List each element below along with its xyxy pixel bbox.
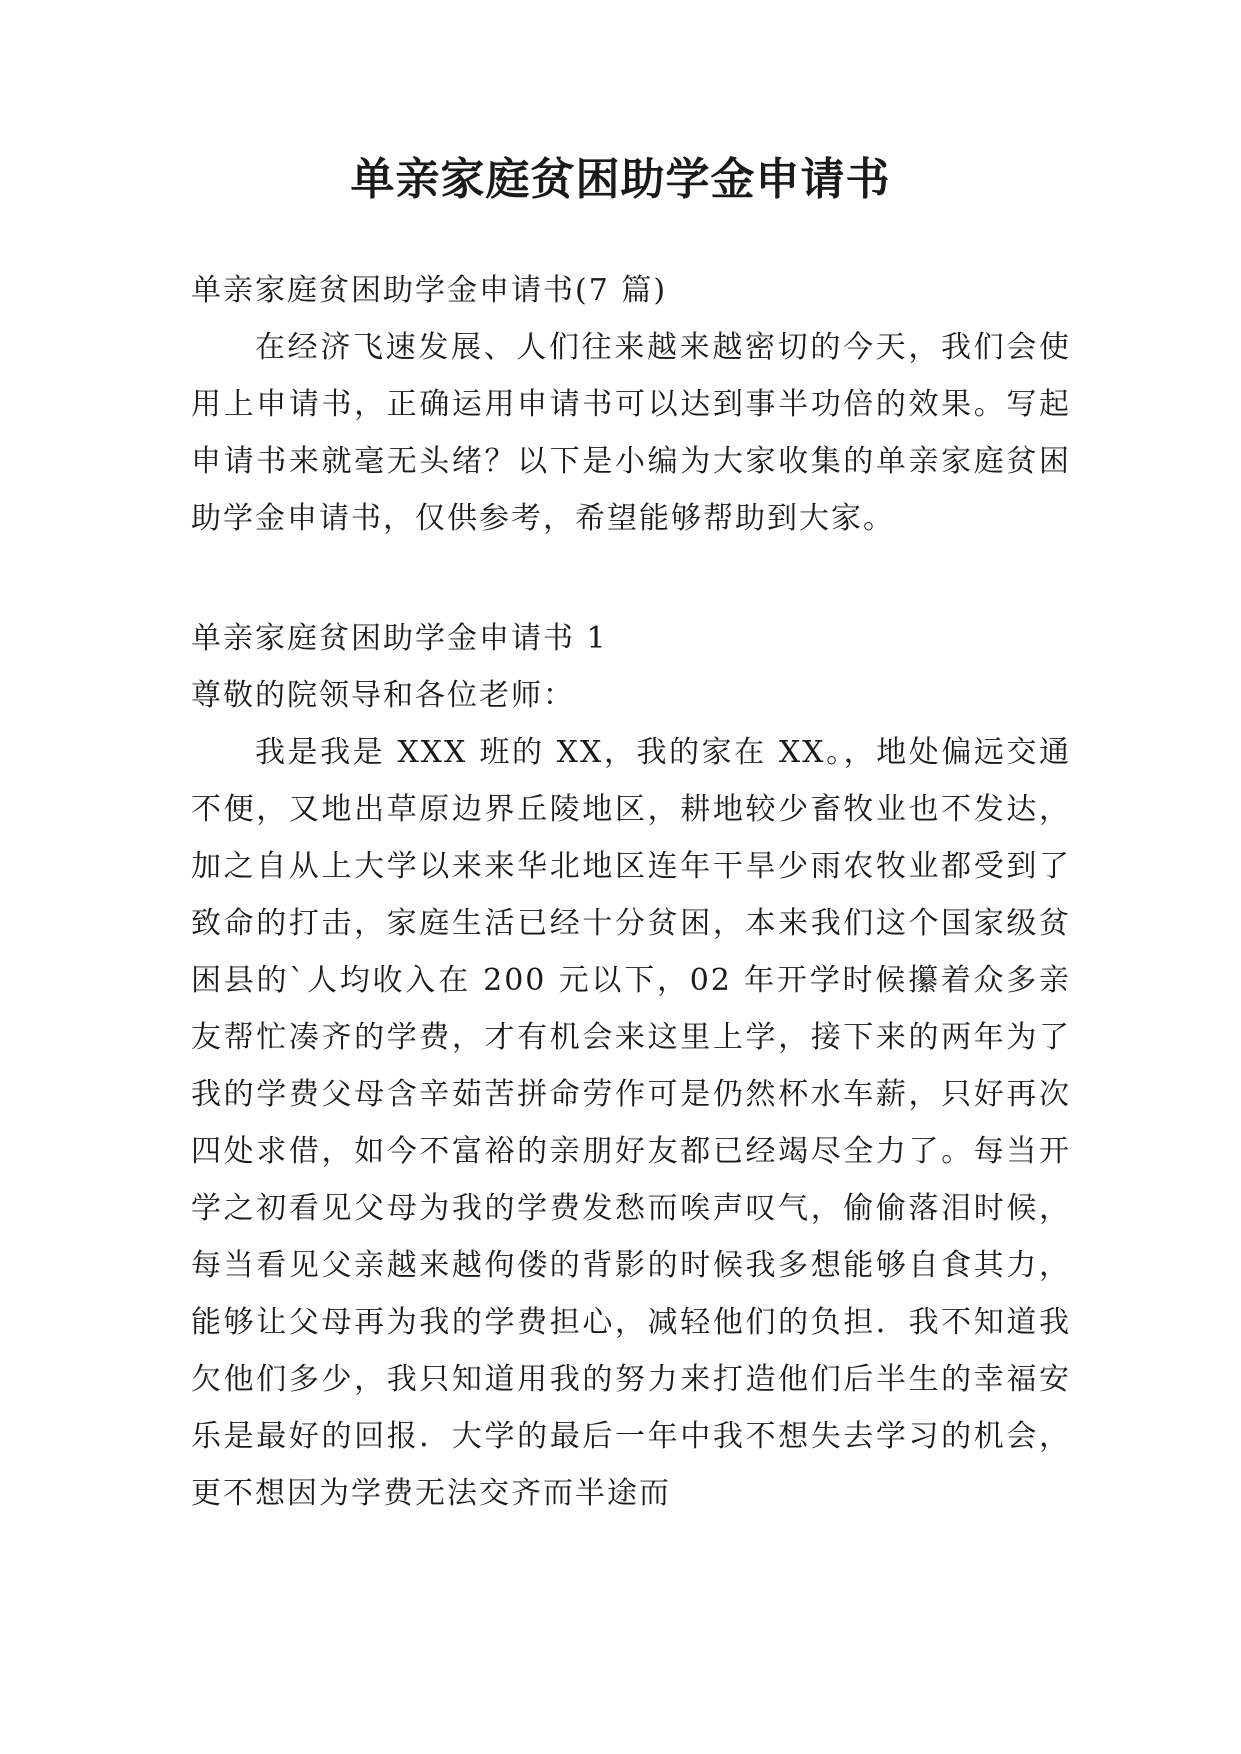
section-block [191, 610, 1071, 1522]
intro-paragraph: 在经济飞速发展、人们往来越来越密切的今天，我们会使用上申请书，正确运用申请书可以达到事半功倍的效果。写起申请书来就毫无头绪？以下是小编为大家收集的单亲家庭贫困助学金申请书，仅供参考，希望能够帮助到大家。 [191, 330, 1071, 536]
body-paragraph: 我是我是 XXX 班的 XX，我的家在 XX。，地处偏远交通不便，又地出草原边界丘陵地区，耕地较少畜牧业也不发达，加之自从上大学以来来华北地区连年干旱少雨农牧业都受到了致命的打击，家庭生活已经十分贫困，本来我们这个国家级贫困县的`人均收入在 200 元以下，02 年开学时候攥着众多亲友帮忙凑齐的学费，才有机会来这里上学，接下来的两年为了我的学费父母含辛茹苦拼命劳作可是仍然杯水车薪，只好再次四处求借，如今不富裕的亲朋好友都已经竭尽全力了。每当开学之初看见父母为我的学费发愁而唉声叹气，偷偷落泪时候，每当看见父亲越来越佝偻的背影的时候我多想能够自食其力，能够让父母再为我的学费担心，减轻他们的负担．我不知道我欠他们多少，我只知道用我的努力来打造他们后半生的幸福安乐是最好的回报．大学的最后一年中我不想失去学习的机会，更不想因为学费无法交齐而半途而 [191, 735, 1071, 1511]
document-title: 单亲家庭贫困助学金申请书 [350, 154, 891, 205]
salutation: 尊敬的院领导和各位老师： [191, 678, 575, 713]
document-subtitle: 单亲家庭贫困助学金申请书(7 篇) [191, 273, 668, 308]
section-heading: 单亲家庭贫困助学金申请书 1 [191, 621, 608, 656]
intro-block [191, 262, 1071, 547]
